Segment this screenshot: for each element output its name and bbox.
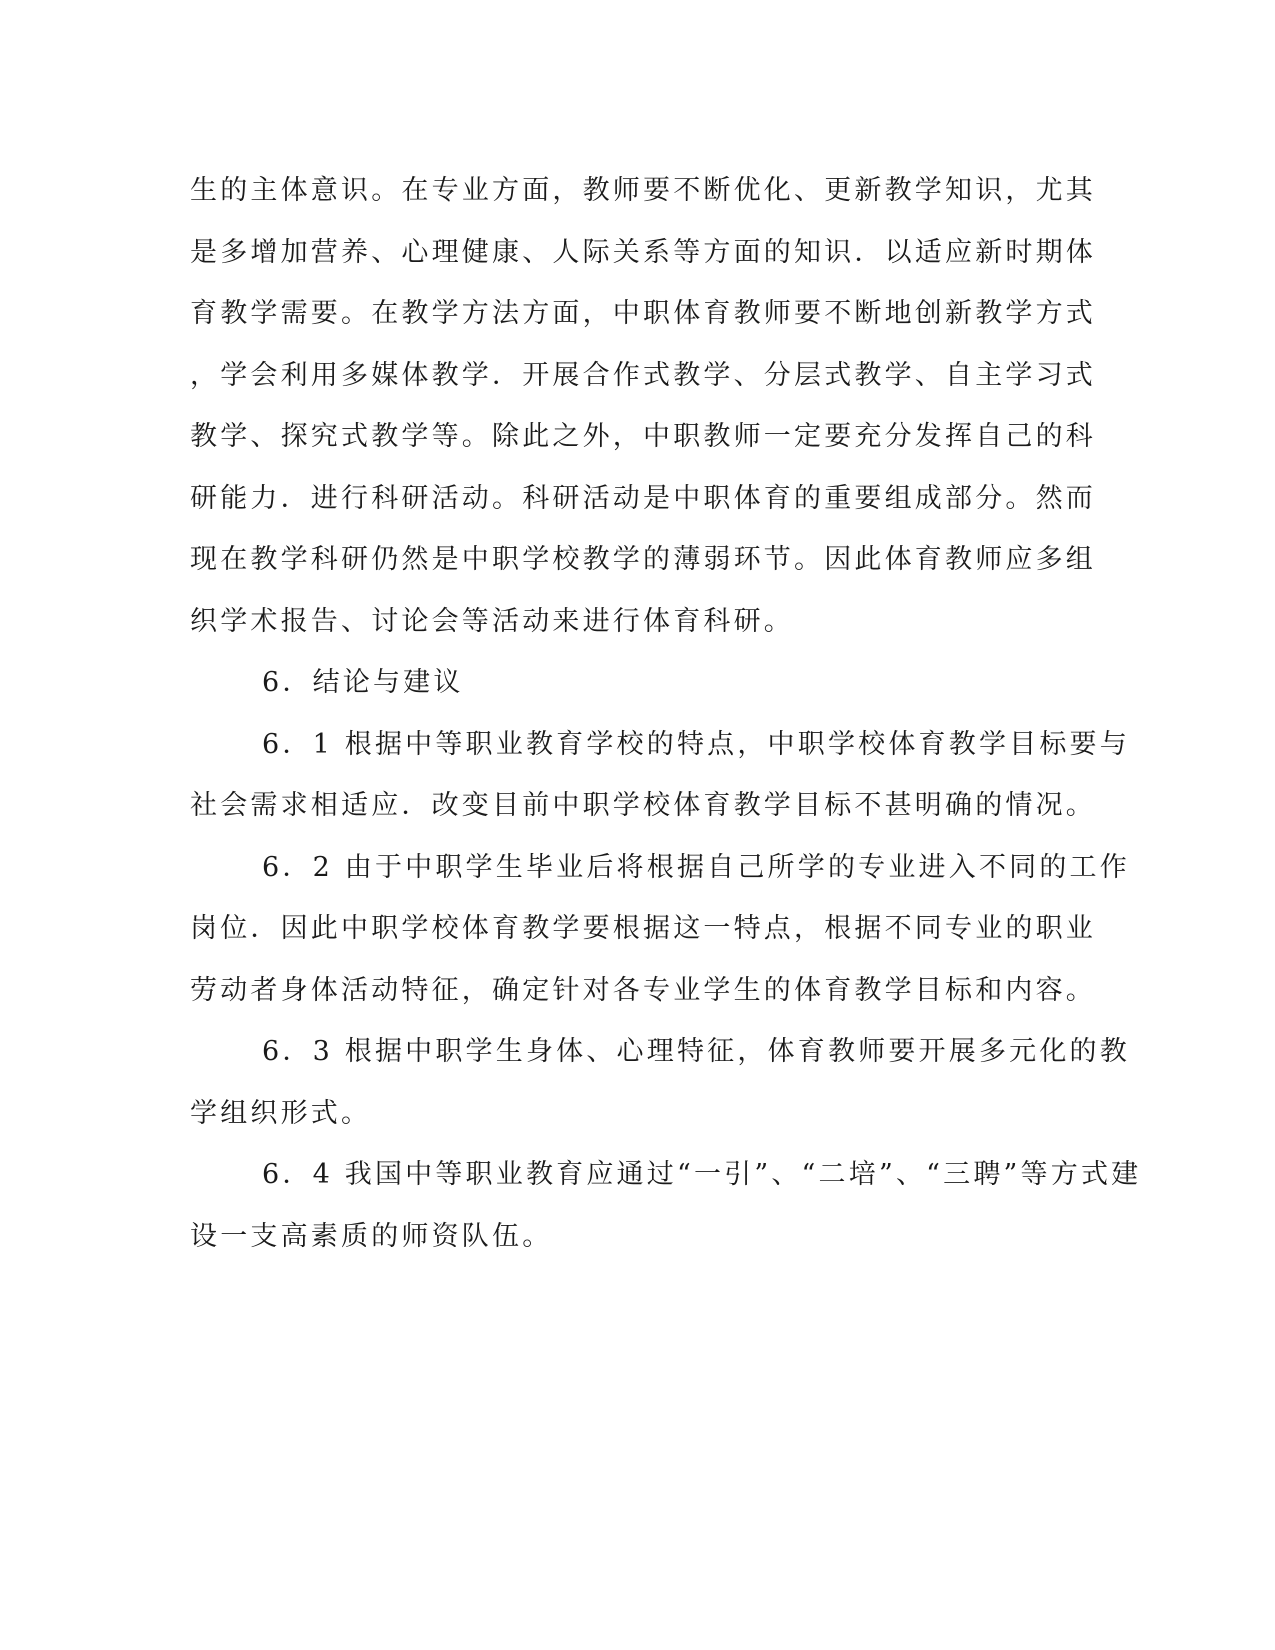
text-line: 研能力．进行科研活动。科研活动是中职体育的重要组成部分。然而 — [190, 482, 1096, 514]
text-line: 生的主体意识。在专业方面，教师要不断优化、更新教学知识，尤其 — [190, 175, 1096, 206]
text-line: 社会需求相适应．改变目前中职学校体育教学目标不甚明确的情况。 — [190, 790, 1096, 821]
text-line: ，学会利用多媒体教学．开展合作式教学、分层式教学、自主学习式 — [190, 359, 1096, 391]
text-line: 设一支高素质的师资队伍。 — [190, 1220, 553, 1252]
text-line: 是多增加营养、心理健康、人际关系等方面的知识．以适应新时期体 — [190, 236, 1096, 268]
text-line: 岗位．因此中职学校体育教学要根据这一特点，根据不同专业的职业 — [190, 913, 1096, 944]
text-line: 6．1 根据中等职业教育学校的特点，中职学校体育教学目标要与 — [262, 728, 1130, 760]
section-heading: 6．结论与建议 — [262, 667, 464, 698]
text-line: 教学、探究式教学等。除此之外，中职教师一定要充分发挥自己的科 — [190, 421, 1096, 452]
text-line: 织学术报告、讨论会等活动来进行体育科研。 — [190, 605, 794, 637]
text-line: 6．3 根据中职学生身体、心理特征，体育教师要开展多元化的教 — [262, 1036, 1130, 1067]
text-line: 育教学需要。在教学方法方面，中职体育教师要不断地创新教学方式 — [190, 298, 1096, 329]
text-line: 学组织形式。 — [190, 1097, 372, 1129]
text-line: 现在教学科研仍然是中职学校教学的薄弱环节。因此体育教师应多组 — [190, 544, 1096, 575]
text-line: 劳动者身体活动特征，确定针对各专业学生的体育教学目标和内容。 — [190, 974, 1096, 1006]
text-line: 6．2 由于中职学生毕业后将根据自己所学的专业进入不同的工作 — [262, 851, 1130, 883]
text-line: 6．4 我国中等职业教育应通过“一引”、“二培”、“三聘”等方式建 — [262, 1159, 1142, 1190]
body-text — [190, 160, 1142, 1267]
